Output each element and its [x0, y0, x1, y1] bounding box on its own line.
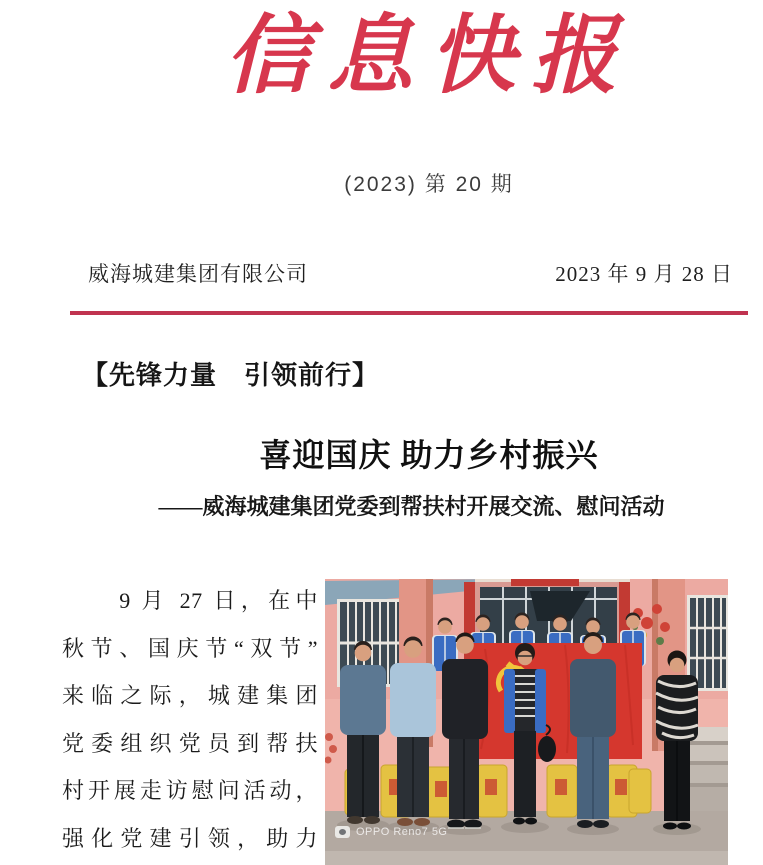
publisher-row [0, 258, 763, 288]
publisher-name: 威海城建集团有限公司 [88, 263, 308, 286]
issue-line: (2023) 第 20 期 [344, 173, 514, 196]
photo-watermark [335, 826, 448, 838]
section-header: 【先锋力量 引领前行】 [82, 360, 380, 390]
article-body [0, 577, 763, 865]
door-top-banner [511, 579, 579, 586]
body-text-column [62, 577, 318, 862]
red-divider-rule [70, 311, 748, 315]
article-title: 喜迎国庆 助力乡村振兴 [259, 437, 599, 473]
masthead-title: 信息快报 [225, 5, 633, 106]
publish-date: 2023 年 9 月 28 日 [555, 262, 733, 286]
body-line: 来临之际，城建集团 [62, 683, 318, 708]
body-line: 党委组织党员到帮扶 [62, 730, 318, 756]
ground-lower [325, 851, 728, 865]
article-subtitle: ——威海城建集团党委到帮扶村开展交流、慰问活动 [158, 494, 665, 519]
body-line: 9 月 27 日，在中 [119, 588, 318, 613]
body-line: 强化党建引领，助力 [62, 825, 318, 851]
masthead [95, 0, 763, 110]
group-photo [325, 579, 728, 865]
group-photo-scene [325, 579, 728, 865]
party-flag [470, 643, 642, 759]
body-line: 秋节、国庆节“双节” [62, 635, 318, 661]
watermark-text: OPPO Reno7 5G [356, 826, 448, 838]
body-line: 村开展走访慰问活动， [62, 778, 318, 803]
camera-icon [335, 826, 350, 838]
